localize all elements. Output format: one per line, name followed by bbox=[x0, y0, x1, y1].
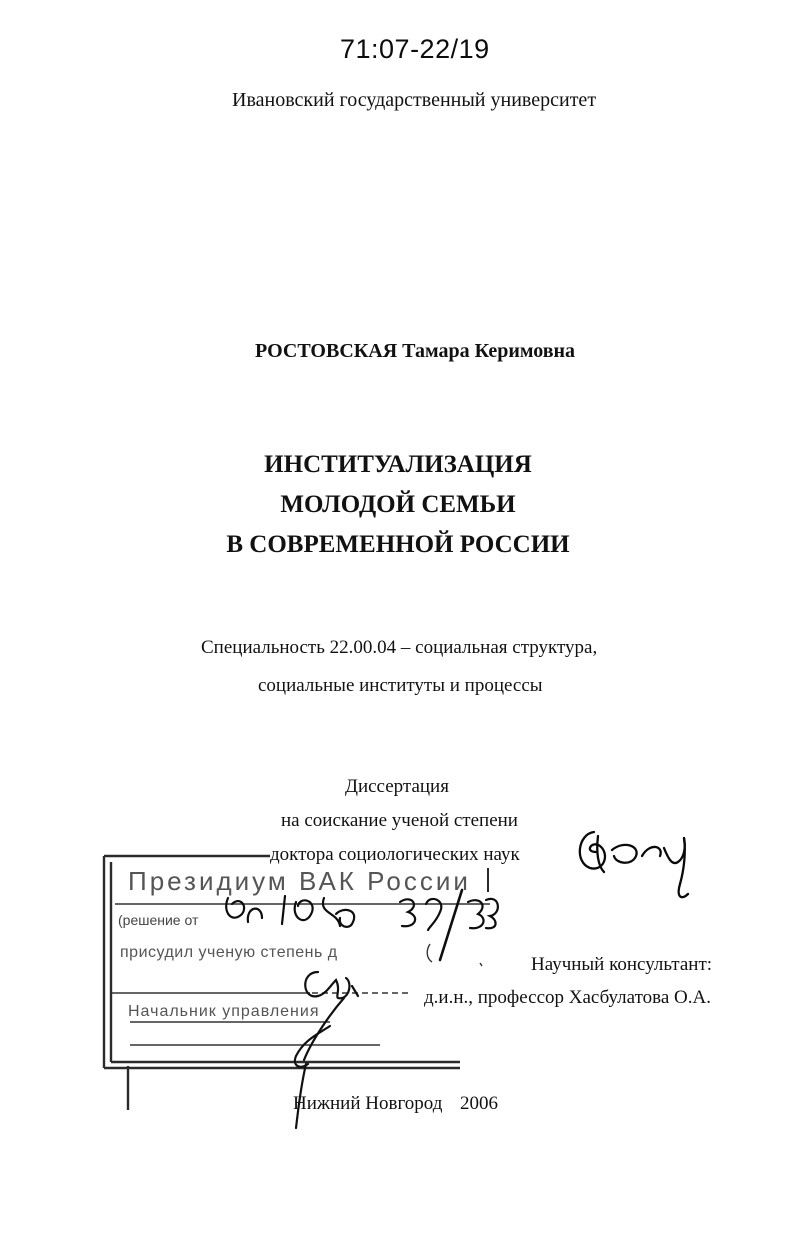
degree-line-2: на соискание ученой степени bbox=[281, 810, 518, 831]
stamp-presidium: Президиум ВАК России bbox=[128, 866, 471, 896]
specialty-line-1: Специальность 22.00.04 – социальная структура, bbox=[201, 637, 598, 658]
title-line-1: ИНСТИТУАЛИЗАЦИЯ bbox=[264, 451, 532, 478]
specialty-line-2: социальные институты и процессы bbox=[258, 675, 543, 696]
archive-code: 71:07-22/19 bbox=[340, 34, 490, 64]
university-name: Ивановский государственный университет bbox=[232, 89, 597, 111]
stamp-degree-awarded: присудил ученую степень д bbox=[120, 944, 338, 961]
stamp-department-head: Начальник управления bbox=[128, 1003, 320, 1020]
consultant-name: д.и.н., профессор Хасбулатова О.А. bbox=[424, 987, 712, 1008]
city: Нижний Новгород bbox=[293, 1093, 443, 1114]
stamp-marks bbox=[427, 944, 482, 966]
stamp-decision-label: (решение от bbox=[118, 912, 199, 928]
year: 2006 bbox=[460, 1093, 498, 1114]
degree-line-3: доктора социологических наук bbox=[270, 844, 520, 865]
title-line-3: В СОВРЕМЕННОЙ РОССИИ bbox=[226, 531, 570, 558]
degree-line-1: Диссертация bbox=[345, 776, 449, 797]
consultant-label: Научный консультант: bbox=[531, 954, 713, 975]
title-line-2: МОЛОДОЙ СЕМЬИ bbox=[280, 491, 516, 518]
author-signature bbox=[580, 832, 688, 897]
author-name: РОСТОВСКАЯ Тамара Керимовна bbox=[255, 340, 576, 362]
